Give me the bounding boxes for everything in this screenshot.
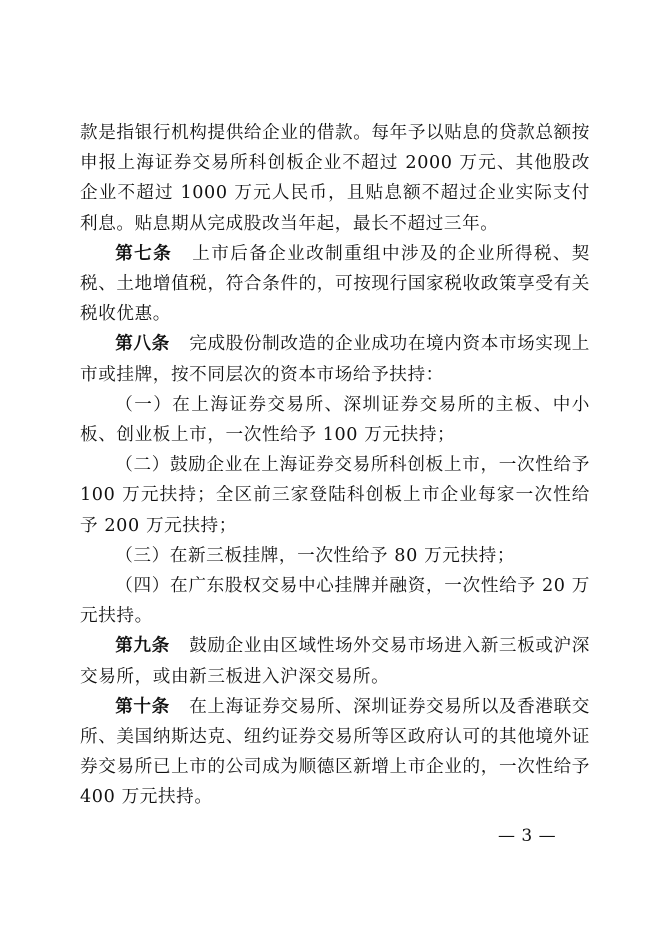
article-8 [80, 329, 590, 389]
article-text: 完成股份制改造的企业成功在境内资本市场实现上市或挂牌，按不同层次的资本市场给予扶持： [80, 334, 590, 385]
paragraph-text: 款是指银行机构提供给企业的借款。每年予以贴息的贷款总额按申报上海证券交易所科创板企业不超过 2000 万元、其他股改企业不超过 1000 万元人民币，且贴息额不超过企业实际支付利息。贴息期从完成股改当年起，最长不超过三年。 [80, 123, 590, 234]
article-heading: 第十条 [115, 695, 170, 717]
article-heading: 第八条 [115, 333, 170, 355]
article-9 [80, 631, 590, 691]
article-heading: 第七条 [115, 242, 173, 264]
article-text: 鼓励企业由区域性场外交易市场进入新三板或沪深交易所，或由新三板进入沪深交易所。 [80, 636, 590, 687]
list-item-text: （三）在新三板挂牌，一次性给予 80 万元扶持； [115, 545, 516, 566]
article-10 [80, 692, 590, 813]
article-7 [80, 239, 590, 330]
article-text: 在上海证券交易所、深圳证券交易所以及香港联交所、美国纳斯达克、纽约证券交易所等区政府认可的其他境外证券交易所已上市的公司成为顺德区新增上市企业的，一次性给予 400 万元扶持。 [80, 696, 590, 808]
body-text [80, 118, 590, 813]
article-8-item-2 [80, 450, 590, 541]
article-8-item-3 [80, 541, 590, 571]
list-item-text: （二）鼓励企业在上海证券交易所科创板上市，一次性给予 100 万元扶持；全区前三家登陆科创板上市企业每家一次性给予 200 万元扶持； [80, 455, 590, 536]
article-8-item-1 [80, 390, 590, 450]
paragraph-loan-interest [80, 118, 590, 239]
list-item-text: （四）在广东股权交易中心挂牌并融资，一次性给予 20 万元扶持。 [80, 576, 590, 627]
list-item-text: （一）在上海证券交易所、深圳证券交易所的主板、中小板、创业板上市，一次性给予 100 万元扶持； [80, 394, 590, 446]
page-number: — 3 — [498, 826, 557, 846]
article-heading: 第九条 [115, 635, 170, 657]
article-text: 上市后备企业改制重组中涉及的企业所得税、契税、土地增值税，符合条件的，可按现行国家税收政策享受有关税收优惠。 [80, 243, 590, 325]
article-8-item-4 [80, 571, 590, 631]
